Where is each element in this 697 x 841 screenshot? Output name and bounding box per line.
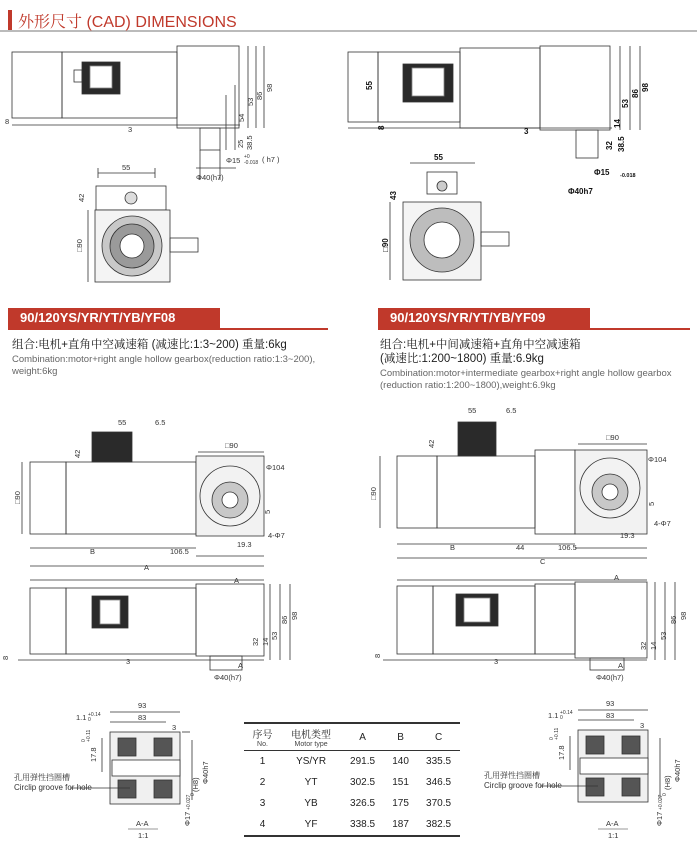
- dim-a-section-mr: A: [614, 573, 620, 582]
- cell: 4: [259, 819, 266, 830]
- dim-phi17-tol: +0.027: [186, 794, 192, 810]
- model-banner-right: 90/120YS/YR/YT/YB/YF09: [378, 308, 590, 328]
- dim-55: 55: [122, 163, 131, 172]
- dim-83-sr: 83: [606, 711, 615, 720]
- dim-h7: ( h7 ): [262, 155, 280, 164]
- dim-a-section-ml: A: [234, 576, 240, 585]
- dim-phi17-sr: Φ17: [655, 811, 664, 826]
- dim-phi104-mr: Φ104: [648, 455, 667, 464]
- dim-38-5: 38.5: [245, 135, 254, 150]
- page-title: 外形尺寸 (CAD) DIMENSIONS: [18, 14, 237, 31]
- dim-sq90b-ml: □90: [225, 441, 238, 450]
- section-scale-left: 1:1: [138, 831, 149, 840]
- spec-en-right-1: Combination:motor+intermediate gearbox+right angle hollow gearbox: [380, 368, 672, 379]
- dim-17-8-sr: 17.8: [557, 745, 566, 760]
- dim-38-5-r: 38.5: [617, 136, 626, 152]
- dim-106-5-ml: 106.5: [170, 547, 189, 556]
- dim-53-r: 53: [621, 99, 630, 108]
- cell: 2: [259, 777, 266, 788]
- cell: YT: [304, 777, 318, 788]
- cell: 302.5: [350, 777, 376, 788]
- col-b: B: [384, 723, 417, 751]
- cell: 175: [392, 798, 409, 809]
- dim-phi40-sr: Φ40h7: [673, 759, 682, 782]
- dim-sq90-mr: □90: [369, 487, 378, 500]
- dim-h8-sr: (H8): [663, 775, 672, 790]
- dim-phi15: Φ15: [226, 156, 241, 165]
- dim-5-ml: 5: [263, 509, 272, 514]
- dim-55-ml: 55: [118, 418, 127, 427]
- cell: 370.5: [426, 798, 452, 809]
- dim-phi17-s: Φ17: [183, 811, 192, 826]
- table-row: [244, 814, 460, 836]
- dim-98-r: 98: [641, 83, 650, 92]
- spec-en-left-2: weight:6kg: [12, 366, 58, 377]
- dim-1-1-tol-r: +0.14: [560, 710, 573, 716]
- circlip-label-en-r: Circlip groove for hole: [484, 781, 562, 790]
- circlip-label-cn-r: 孔用弹性挡圈槽: [484, 771, 540, 780]
- dim-19-3-mr: 19.3: [620, 531, 635, 540]
- dim-phi40: Φ40(h7): [196, 173, 224, 182]
- dim-86: 86: [255, 91, 264, 100]
- dim-17-8-tol-r: +0.11: [554, 727, 560, 740]
- dim-44-mr: 44: [516, 543, 525, 552]
- dim-sq90-ml: □90: [13, 491, 22, 504]
- dim-sq90-rf: □90: [381, 238, 390, 252]
- dim-17-8-tol: +0.11: [86, 729, 92, 742]
- dim-3: 3: [128, 125, 133, 134]
- dim-98-ms: 98: [290, 611, 299, 620]
- spec-cn-right-2: (减速比:1:200~1800) 重量:6.9kg: [380, 353, 544, 365]
- col-motor-type: 电机类型 Motor type: [281, 723, 341, 751]
- spec-cn-right-1: 组合:电机+中间减速箱+直角中空减速箱: [380, 339, 581, 351]
- dim-phi40-ms: Φ40(h7): [214, 673, 242, 682]
- dim-8: 8: [5, 117, 10, 126]
- dim-8-r: 8: [377, 125, 386, 130]
- dim-8-ms: 8: [1, 655, 10, 660]
- col-a: A: [341, 723, 384, 751]
- cell: 291.5: [350, 756, 376, 767]
- dim-1-1-tol: +0.14: [88, 712, 101, 718]
- table-row: [244, 793, 460, 814]
- dim-h8-s: (H8): [191, 777, 200, 792]
- dim-c-mr: C: [540, 557, 546, 566]
- section-name-left: A-A: [136, 819, 149, 828]
- cell: 140: [392, 756, 409, 767]
- dim-a-ml: A: [144, 563, 150, 572]
- table-row: [244, 751, 460, 773]
- dim-3-mrs: 3: [494, 657, 499, 666]
- dim-tol-up: +0: [244, 154, 250, 160]
- dim-phi40-r: Φ40h7: [568, 187, 593, 196]
- dim-93-sr: 93: [606, 699, 615, 708]
- table-header-row: [244, 723, 460, 751]
- dim-phi40-mrs: Φ40(h7): [596, 673, 624, 682]
- col-no: 序号 No.: [244, 723, 281, 751]
- dim-phi17-tol-r: +0.027: [658, 794, 664, 810]
- cell: 338.5: [350, 819, 376, 830]
- dim-a2-section-ml: A: [238, 661, 244, 670]
- dim-43-rf: 43: [389, 191, 398, 200]
- dim-55-rf: 55: [434, 153, 443, 162]
- dim-1-1-tol0: 0: [88, 717, 91, 723]
- cell: 335.5: [426, 756, 452, 767]
- dim-6-5-mr: 6.5: [506, 406, 517, 415]
- dim-phi104-ml: Φ104: [266, 463, 285, 472]
- dim-17-8-tol0-r: 0: [549, 737, 555, 740]
- dim-32-ms: 32: [251, 637, 260, 646]
- section-scale-right: 1:1: [608, 831, 619, 840]
- col-c: C: [417, 723, 460, 751]
- spec-en-right-2: (reduction ratio:1:200~1800),weight:6.9kg: [380, 380, 556, 391]
- cell: 3: [259, 798, 266, 809]
- dim-14-ms: 14: [261, 637, 270, 646]
- dim-tol-r: -0.018: [620, 173, 636, 179]
- dim-8-mrs: 8: [373, 653, 382, 658]
- cell: 346.5: [426, 777, 452, 788]
- dim-55-mr: 55: [468, 406, 477, 415]
- dim-17-8-tol0: 0: [81, 739, 87, 742]
- cell: 326.5: [350, 798, 376, 809]
- dim-53: 53: [246, 97, 255, 106]
- spec-cn-left: 组合:电机+直角中空减速箱 (减速比:1:3~200) 重量:6kg: [12, 339, 287, 351]
- dim-14-r: 14: [613, 119, 622, 128]
- dim-17-8-s: 17.8: [89, 747, 98, 762]
- cell: 382.5: [426, 819, 452, 830]
- dim-1-1-tol0-r: 0: [560, 715, 563, 721]
- dim-3-ms: 3: [126, 657, 131, 666]
- circlip-label-en: Circlip groove for hole: [14, 783, 92, 792]
- section-name-right: A-A: [606, 819, 619, 828]
- dim-42-mr: 42: [427, 439, 436, 448]
- dim-sq90b-mr: □90: [606, 433, 619, 442]
- dim-phi40-s: Φ40h7: [201, 761, 210, 784]
- dim-42-ml: 42: [73, 449, 82, 458]
- dim-93-s: 93: [138, 701, 147, 710]
- dim-32-r: 32: [605, 141, 614, 150]
- dim-55-r: 55: [365, 81, 374, 90]
- table-row: [244, 772, 460, 793]
- dim-25: 25: [236, 139, 245, 148]
- dim-98-mrs: 98: [679, 611, 688, 620]
- dim-86-mrs: 86: [669, 615, 678, 624]
- cell: YB: [304, 798, 318, 809]
- dim-b-mr: B: [450, 543, 456, 552]
- spec-en-left-1: Combination:motor+right angle hollow gearbox(reduction ratio:1:3~200),: [12, 354, 316, 365]
- dim-53-mrs: 53: [659, 631, 668, 640]
- dim-42: 42: [77, 193, 86, 202]
- cell: 187: [392, 819, 409, 830]
- cell: YF: [304, 819, 318, 830]
- dim-sq90: □90: [75, 239, 84, 252]
- dim-19-3-ml: 19.3: [237, 540, 252, 549]
- dim-tol-down: -0.018: [244, 160, 259, 166]
- dim-3-sr: 3: [640, 721, 645, 730]
- dim-phi17-tol0: 0: [190, 793, 196, 796]
- dim-3-s: 3: [172, 723, 177, 732]
- dim-b-ml: B: [90, 547, 96, 556]
- dim-phi15-r: Φ15: [594, 168, 610, 177]
- dim-1-1-s: 1.1: [76, 713, 87, 722]
- dim-83-s: 83: [138, 713, 147, 722]
- dim-3-r: 3: [524, 127, 529, 136]
- dim-6-5-ml: 6.5: [155, 418, 166, 427]
- dim-phi17-tol0-r: 0: [662, 793, 668, 796]
- dim-86-ms: 86: [280, 615, 289, 624]
- dim-1-1-sr: 1.1: [548, 711, 559, 720]
- model-banner-left: 90/120YS/YR/YT/YB/YF08: [8, 308, 220, 328]
- dim-54: 54: [237, 113, 246, 122]
- dim-4phi7-mr: 4-Φ7: [654, 519, 671, 528]
- dim-a2-section-mr: A: [618, 661, 624, 670]
- dim-86-r: 86: [631, 89, 640, 98]
- cell: 1: [259, 756, 266, 767]
- dim-4phi7-ml: 4-Φ7: [268, 531, 285, 540]
- circlip-label-cn: 孔用弹性挡圈槽: [14, 773, 70, 782]
- dim-106-5-mr: 106.5: [558, 543, 577, 552]
- dim-32-mrs: 32: [639, 641, 648, 650]
- motor-dimension-table: [244, 722, 460, 837]
- cell: YS/YR: [296, 756, 327, 767]
- dim-98: 98: [265, 83, 274, 92]
- cell: 151: [392, 777, 409, 788]
- dim-5-mr: 5: [647, 501, 656, 506]
- dim-14-mrs: 14: [649, 641, 658, 650]
- dim-53-ms: 53: [270, 631, 279, 640]
